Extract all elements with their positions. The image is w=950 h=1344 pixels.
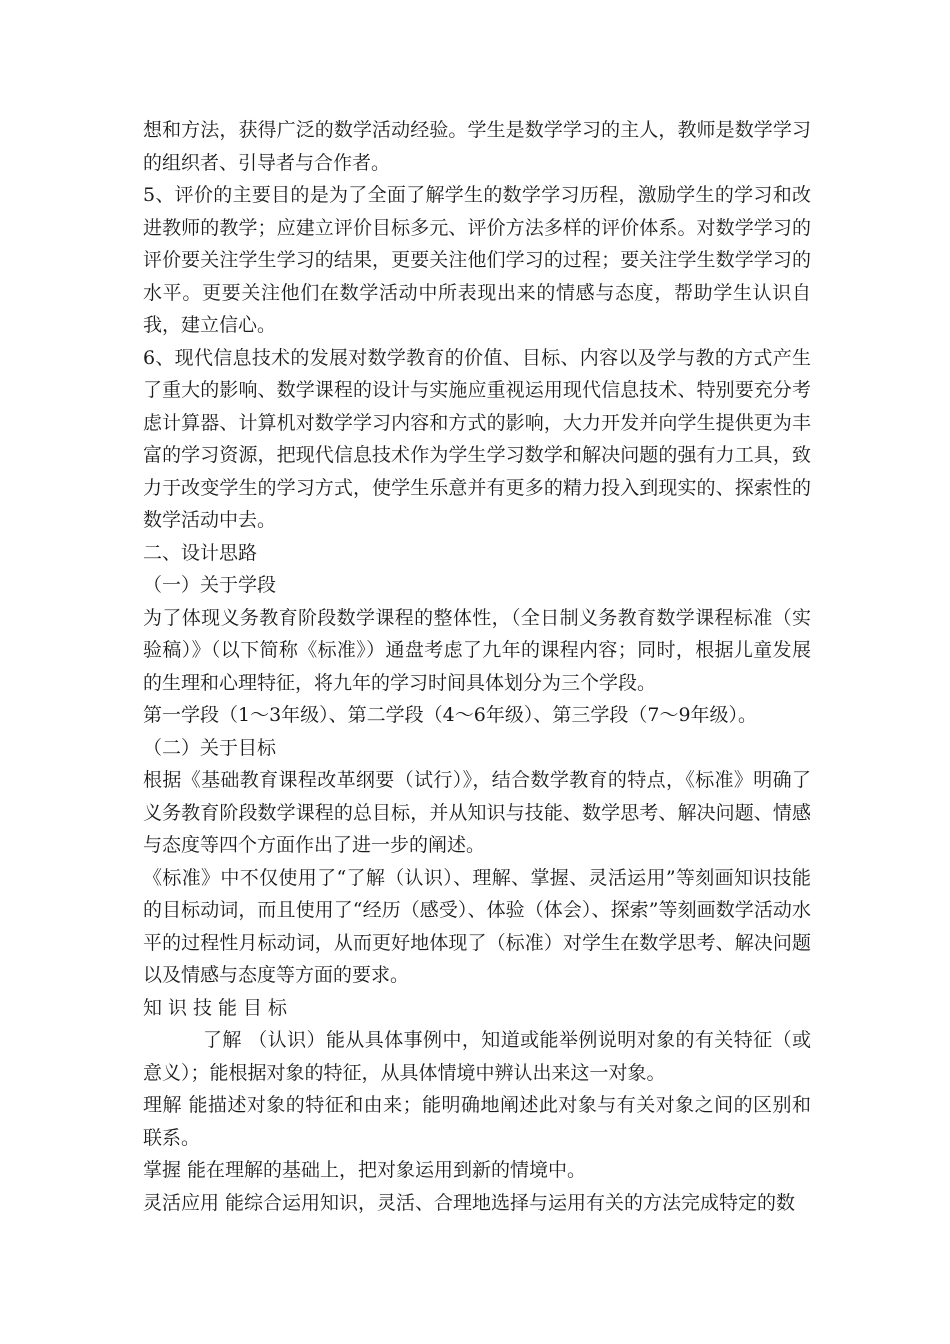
definition-comprehend: 理解 能描述对象的特征和由来；能明确地阐述此对象与有关对象之间的区别和联系。	[143, 1094, 811, 1149]
paragraph-point-6: 6、现代信息技术的发展对数学教育的价值、目标、内容以及学与教的方式产生了重大的影响、数学课程的设计与实施应重视运用现代信息技术、特别要充分考虑计算器、计算机对数学学习内容和方式的影响，大力开发并向学生提供更为丰富的学习资源，把现代信息技术作为学生学习数学和解决问题的强有力工具，致力于改变学生的学习方式，使学生乐意并有更多的精力投入到现实的、探索性的数学活动中去。	[143, 346, 811, 531]
paragraph-intro-continuation: 想和方法，获得广泛的数学活动经验。学生是数学学习的主人，教师是数学学习的组织者、引导者与合作者。	[143, 119, 811, 174]
paragraph-stage-list: 第一学段（1～3年级）、第二学段（4～6年级）、第三学段（7～9年级）。	[143, 704, 758, 726]
document-body	[143, 114, 811, 1219]
subheading-goals: （二）关于目标	[143, 736, 277, 759]
subheading-stages: （一）关于学段	[143, 574, 277, 596]
paragraph-point-5: 5、评价的主要目的是为了全面了解学生的数学学习历程，激励学生的学习和改进教师的教学；应建立评价目标多元、评价方法多样的评价体系。对数学学习的评价要关注学生学习的结果，更要关注他们学习的过程；要关注学生数学学习的水平。更要关注他们在数学活动中所表现出来的情感与态度，帮助学生认识自我，建立信心。	[143, 184, 811, 336]
definition-flexible-apply: 灵活应用 能综合运用知识，灵活、合理地选择与运用有关的方法完成特定的数	[143, 1191, 796, 1214]
paragraph-stages: 为了体现义务教育阶段数学课程的整体性，（全日制义务教育数学课程标准（实验稿）》（以下简称《标准》）通盘考虑了九年的课程内容；同时，根据儿童发展的生理和心理特征，将九年的学习时间具体划分为三个学段。	[143, 606, 811, 694]
section-heading-design: 二、设计思路	[143, 541, 258, 564]
paragraph-goals: 根据《基础教育课程改革纲要（试行）》，结合数学教育的特点，《标准》明确了义务教育阶段数学课程的总目标，并从知识与技能、数学思考、解决问题、情感与态度等四个方面作出了进一步的阐述。	[143, 769, 811, 856]
paragraph-standard-verbs: 《标准》中不仅使用了“了解（认识）、理解、掌握、灵活运用”等刻画知识技能的目标动词，而且使用了“经历（感受）、体验（体会）、探索”等刻画数学活动水平的过程性月标动词，从而更好地体现了（标准）对学生在数学思考、解决问题以及情感与态度等方面的要求。	[143, 866, 811, 986]
definition-master: 掌握 能在理解的基础上，把对象运用到新的情境中。	[143, 1159, 587, 1181]
definition-understand-recognize: 了解 （认识）能从具体事例中，知道或能举例说明对象的有关特征（或意义）；能根据对象的特征，从具体情境中辨认出来这一对象。	[143, 1029, 811, 1084]
heading-knowledge-skill-goals: 知识技能目标	[143, 996, 294, 1019]
